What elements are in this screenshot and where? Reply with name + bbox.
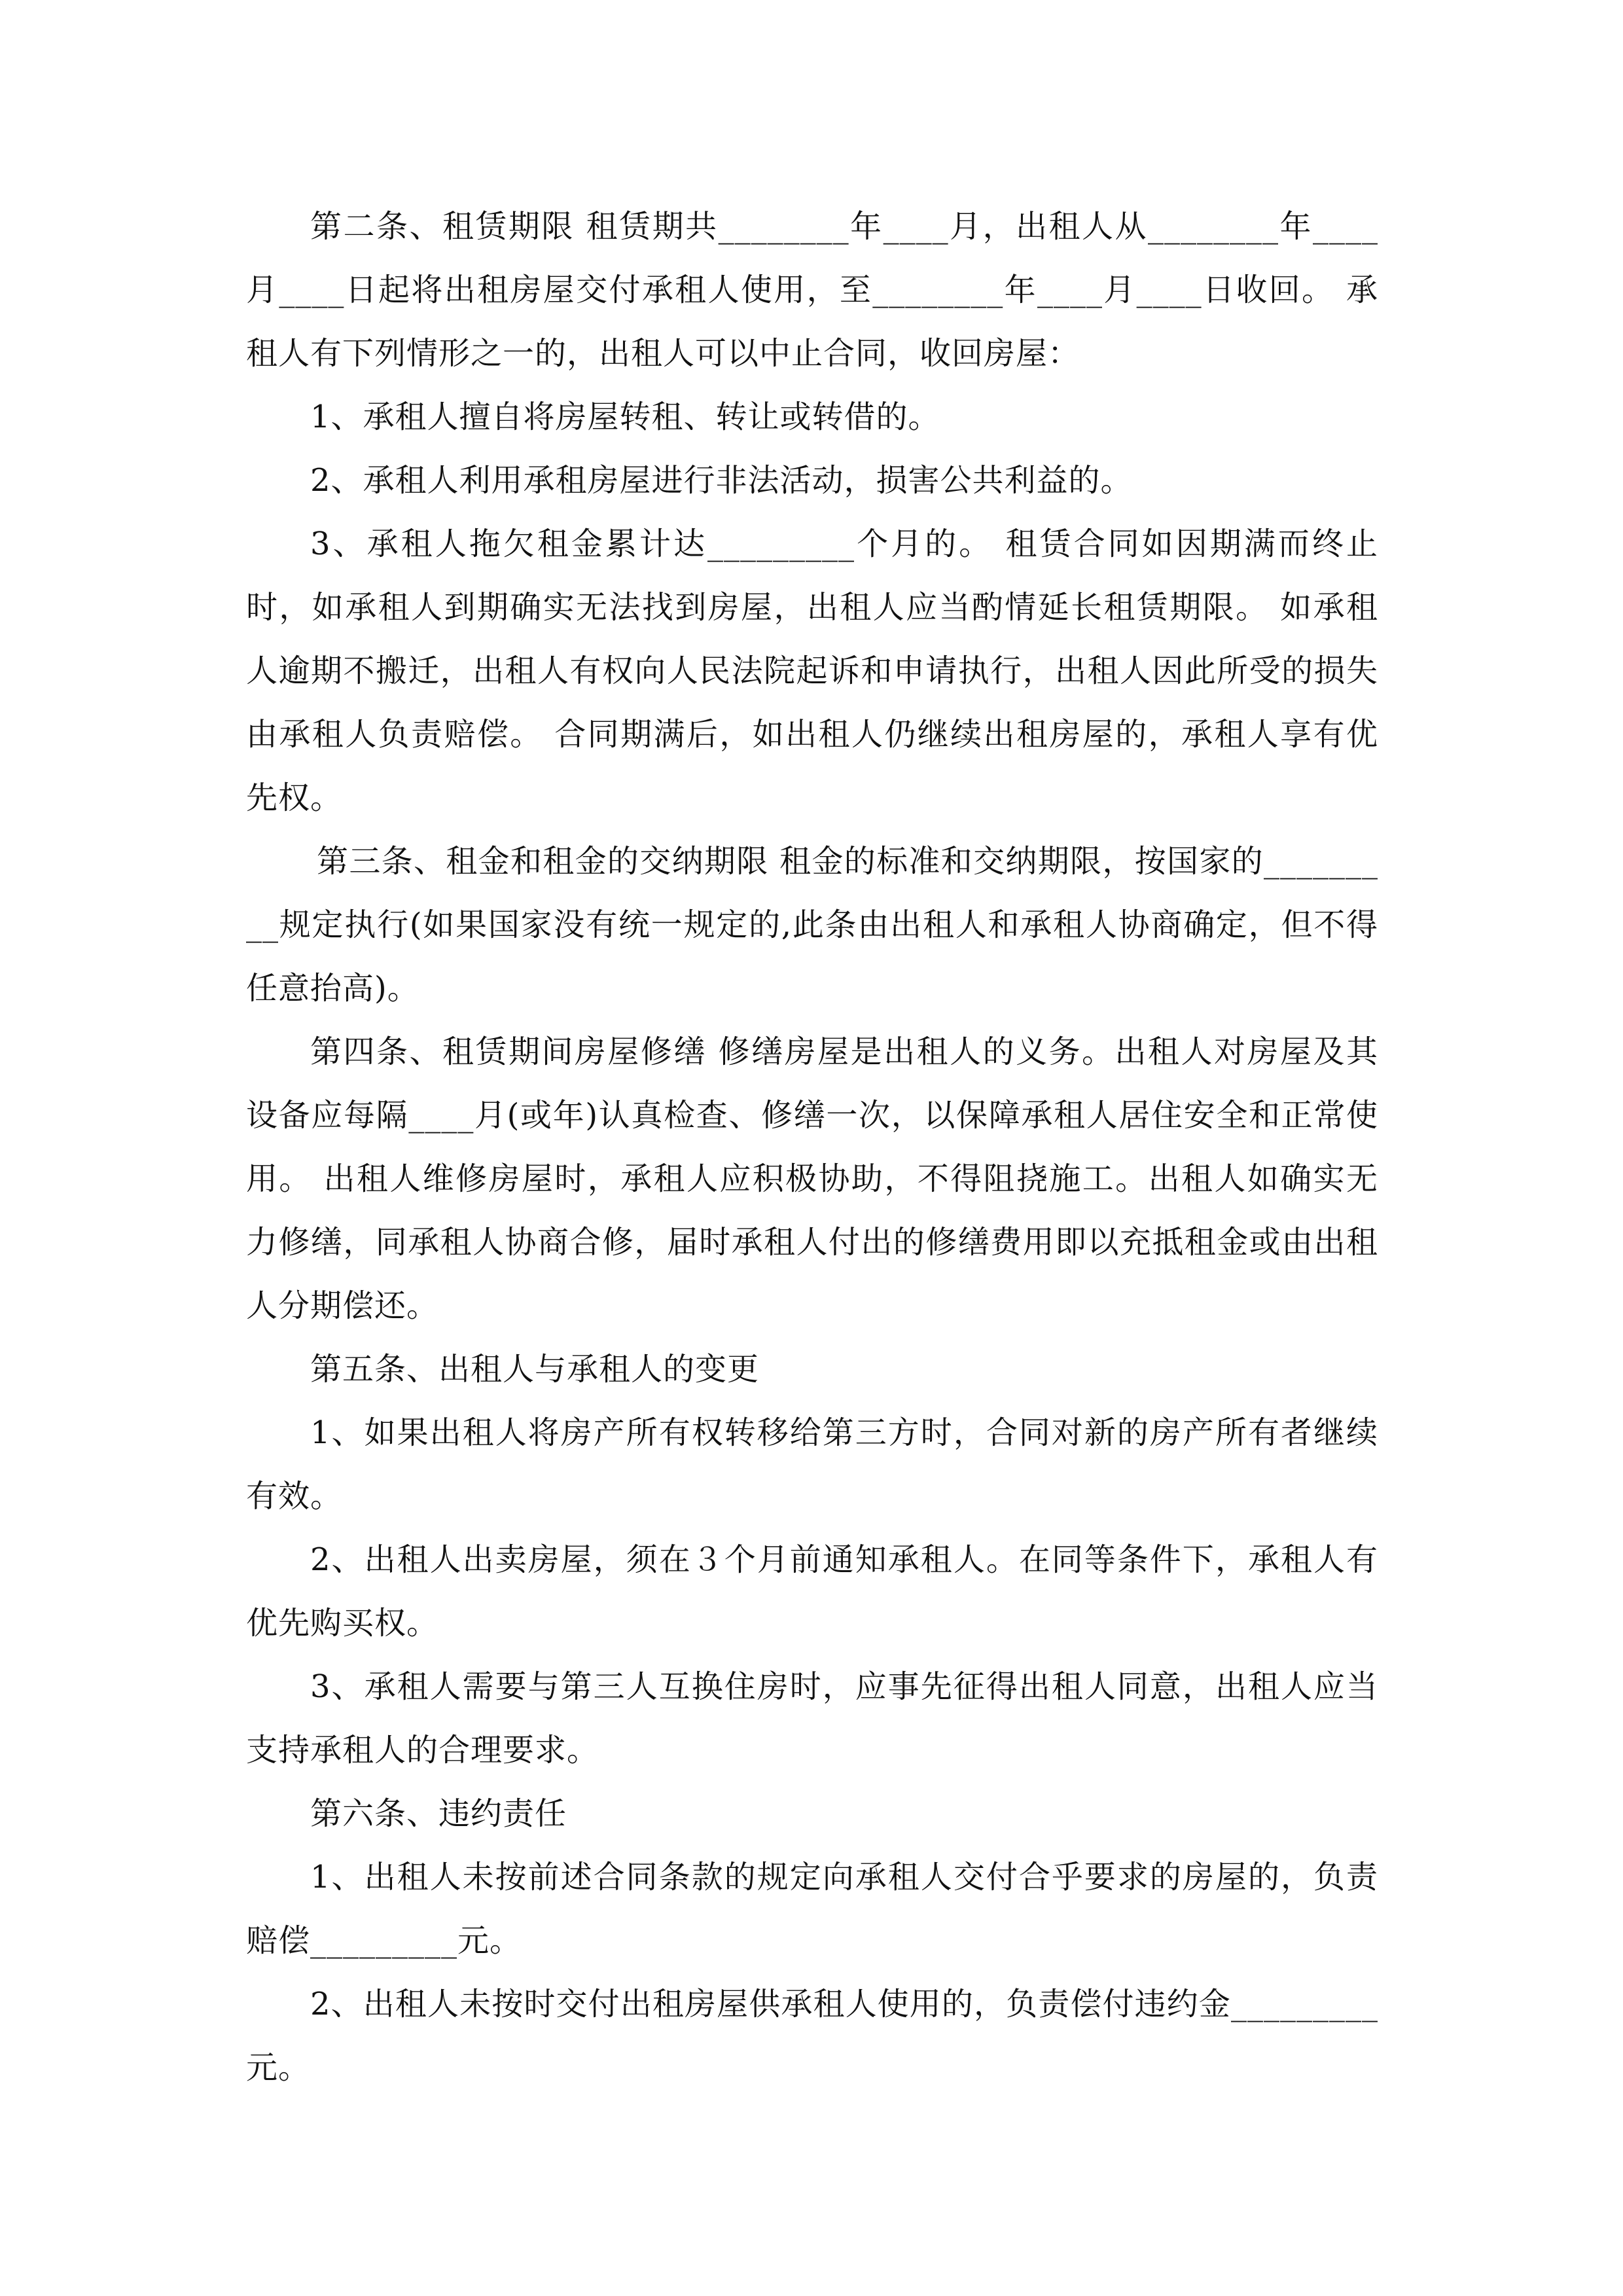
paragraph-article-5-heading: 第五条、出租人与承租人的变更 <box>310 1351 760 1388</box>
paragraph-article-4: 第四条、租赁期间房屋修缮 修缮房屋是出租人的义务。出租人对房屋及其设备应每隔____月(或年)认真检查、修缮一次，以保障承租人居住安全和正常使用。 出租人维修房屋时，承租人应积极协助，不得阻挠施工。出租人如确实无力修缮，同承租人协商合修，届时承租人付出的修缮费用即以充抵租金或由出租人分期偿还。 <box>246 1033 1378 1324</box>
paragraph-2-item-1: 1、承租人擅自将房屋转租、转让或转借的。 <box>310 399 940 435</box>
document-body <box>246 195 1378 2100</box>
paragraph-2-item-3: 3、承租人拖欠租金累计达_________个月的。 租赁合同如因期满而终止时，如承租人到期确实无法找到房屋，出租人应当酌情延长租赁期限。 如承租人逾期不搬迁，出租人有权向人民法院起诉和申请执行，出租人因此所受的损失由承租人负责赔偿。 合同期满后，如出租人仍继续出租房屋的，承租人享有优先权。 <box>246 526 1378 816</box>
paragraph-6-item-2: 2、出租人未按时交付出租房屋供承租人使用的，负责偿付违约金_________元。 <box>246 1986 1378 2086</box>
paragraph-5-item-1: 1、如果出租人将房产所有权转移给第三方时，合同对新的房产所有者继续有效。 <box>246 1414 1378 1515</box>
paragraph-5-item-2: 2、出租人出卖房屋，须在３个月前通知承租人。在同等条件下，承租人有优先购买权。 <box>246 1541 1378 1641</box>
paragraph-6-item-1: 1、出租人未按前述合同条款的规定向承租人交付合乎要求的房屋的，负责赔偿_________元。 <box>246 1859 1378 1959</box>
paragraph-5-item-3: 3、承租人需要与第三人互换住房时，应事先征得出租人同意，出租人应当支持承租人的合理要求。 <box>246 1668 1378 1768</box>
paragraph-2-item-2: 2、承租人利用承租房屋进行非法活动，损害公共利益的。 <box>310 462 1133 499</box>
paragraph-article-2: 第二条、租赁期限 租赁期共________年____月，出租人从________年____月____日起将出租房屋交付承租人使用，至________年____月____日收回。 承租人有下列情形之一的，出租人可以中止合同，收回房屋： <box>246 208 1378 372</box>
paragraph-article-6-heading: 第六条、违约责任 <box>310 1795 567 1832</box>
paragraph-article-3: 第三条、租金和租金的交纳期限 租金的标准和交纳期限，按国家的_________规定执行(如果国家没有统一规定的,此条由出租人和承租人协商确定，但不得任意抬高)。 <box>246 843 1378 1007</box>
